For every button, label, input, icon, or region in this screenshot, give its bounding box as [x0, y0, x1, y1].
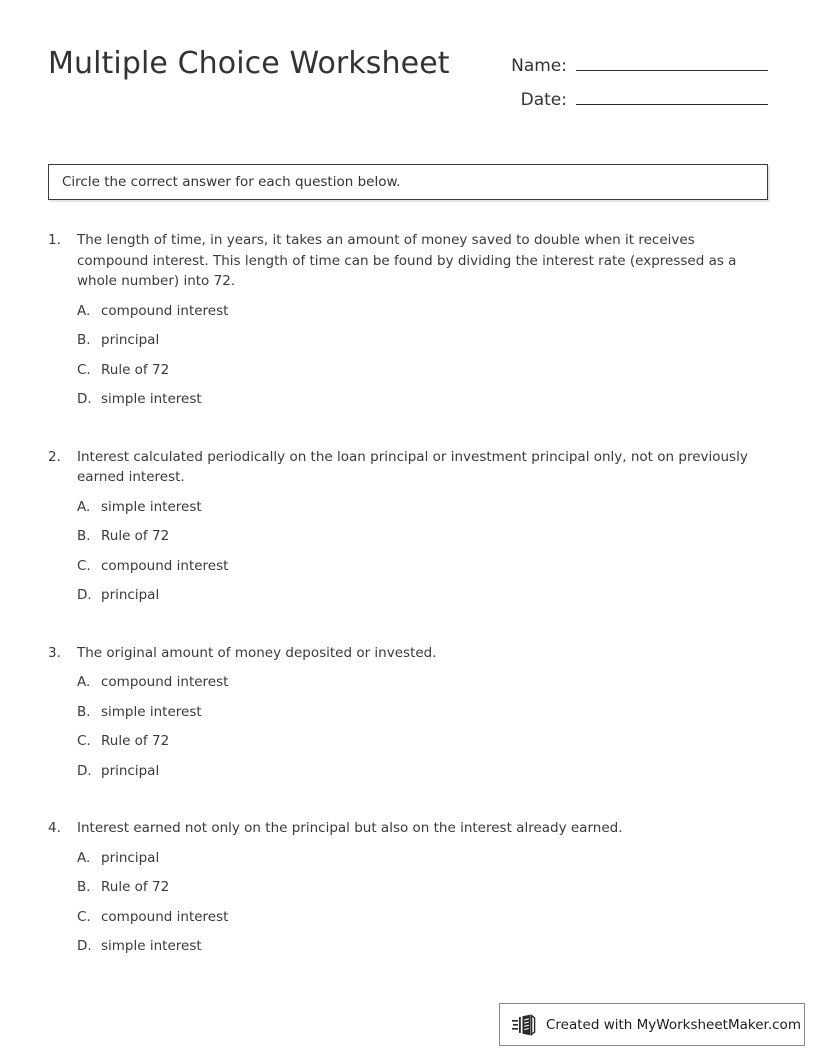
option-letter: C. [77, 908, 91, 925]
option-text: compound interest [101, 302, 229, 319]
option-letter: A. [77, 849, 91, 866]
footer-attribution-text: Created with MyWorksheetMaker.com [546, 1016, 801, 1033]
question-list [48, 230, 772, 994]
option-row[interactable] [48, 731, 772, 761]
question-block [48, 447, 772, 615]
option-letter: C. [77, 733, 91, 749]
option-letter: A. [77, 302, 91, 319]
option-row[interactable] [48, 761, 772, 791]
option-text: simple interest [101, 391, 202, 407]
option-letter: D. [77, 587, 92, 603]
option-letter: D. [77, 938, 92, 954]
question-block [48, 643, 772, 791]
option-row[interactable] [48, 526, 772, 556]
option-row[interactable] [48, 877, 772, 907]
option-letter: D. [77, 391, 92, 407]
option-row[interactable] [48, 497, 772, 527]
option-list [48, 301, 772, 419]
option-text: simple interest [101, 498, 202, 515]
option-row[interactable] [48, 330, 772, 360]
option-letter: D. [77, 762, 92, 779]
option-row[interactable] [48, 702, 772, 732]
date-field-label: Date: [520, 90, 567, 110]
option-letter: C. [77, 557, 91, 574]
question-block [48, 818, 772, 966]
option-letter: C. [77, 361, 91, 378]
option-list [48, 672, 772, 790]
question-row [48, 643, 772, 664]
date-field-row [508, 84, 768, 118]
worksheet-header [48, 44, 768, 122]
question-text: Interest earned not only on the principal but also on the interest already earned. [77, 820, 623, 836]
question-row [48, 818, 772, 839]
question-number: 2. [48, 448, 61, 465]
name-date-fields [508, 50, 768, 118]
question-block [48, 230, 772, 419]
instruction-text: Circle the correct answer for each question below. [62, 174, 401, 190]
option-letter: B. [77, 528, 91, 544]
option-text: principal [101, 762, 160, 779]
option-text: compound interest [101, 674, 229, 690]
option-letter: B. [77, 332, 91, 348]
option-row[interactable] [48, 556, 772, 586]
option-row[interactable] [48, 585, 772, 615]
option-row[interactable] [48, 672, 772, 702]
option-row[interactable] [48, 360, 772, 390]
question-text: Interest calculated periodically on the loan principal or investment principal only, not on previously earned interest. [77, 448, 748, 485]
option-text: Rule of 72 [101, 361, 170, 378]
option-text: Rule of 72 [101, 733, 170, 749]
option-text: principal [101, 332, 160, 348]
name-field-input[interactable] [576, 50, 768, 71]
option-text: principal [101, 587, 160, 603]
page-title: Multiple Choice Worksheet [48, 46, 450, 81]
option-text: Rule of 72 [101, 528, 170, 544]
question-number: 3. [48, 644, 61, 661]
name-field-label: Name: [511, 56, 567, 76]
option-text: simple interest [101, 703, 202, 720]
option-list [48, 497, 772, 615]
worksheet-maker-logo-icon [512, 1013, 538, 1037]
option-row[interactable] [48, 907, 772, 937]
question-row [48, 447, 772, 488]
option-row[interactable] [48, 389, 772, 419]
option-text: principal [101, 849, 160, 866]
date-field-input[interactable] [576, 84, 768, 105]
option-letter: A. [77, 674, 91, 690]
question-row [48, 230, 772, 292]
option-letter: A. [77, 498, 91, 515]
footer-attribution-badge[interactable] [499, 1003, 805, 1046]
option-row[interactable] [48, 936, 772, 966]
instruction-box [48, 164, 768, 200]
option-text: compound interest [101, 557, 229, 574]
option-text: compound interest [101, 908, 229, 925]
option-letter: B. [77, 703, 91, 720]
question-text: The length of time, in years, it takes an amount of money saved to double when it receives compound interest. This length of time can be found by dividing the interest rate (expressed as a whole number) into 72. [77, 232, 737, 289]
option-row[interactable] [48, 848, 772, 878]
name-field-row [508, 50, 768, 84]
option-letter: B. [77, 879, 91, 895]
option-row[interactable] [48, 301, 772, 331]
question-text: The original amount of money deposited or invested. [77, 644, 437, 661]
question-number: 1. [48, 232, 61, 248]
option-list [48, 848, 772, 966]
option-text: Rule of 72 [101, 879, 170, 895]
option-text: simple interest [101, 938, 202, 954]
question-number: 4. [48, 820, 61, 836]
